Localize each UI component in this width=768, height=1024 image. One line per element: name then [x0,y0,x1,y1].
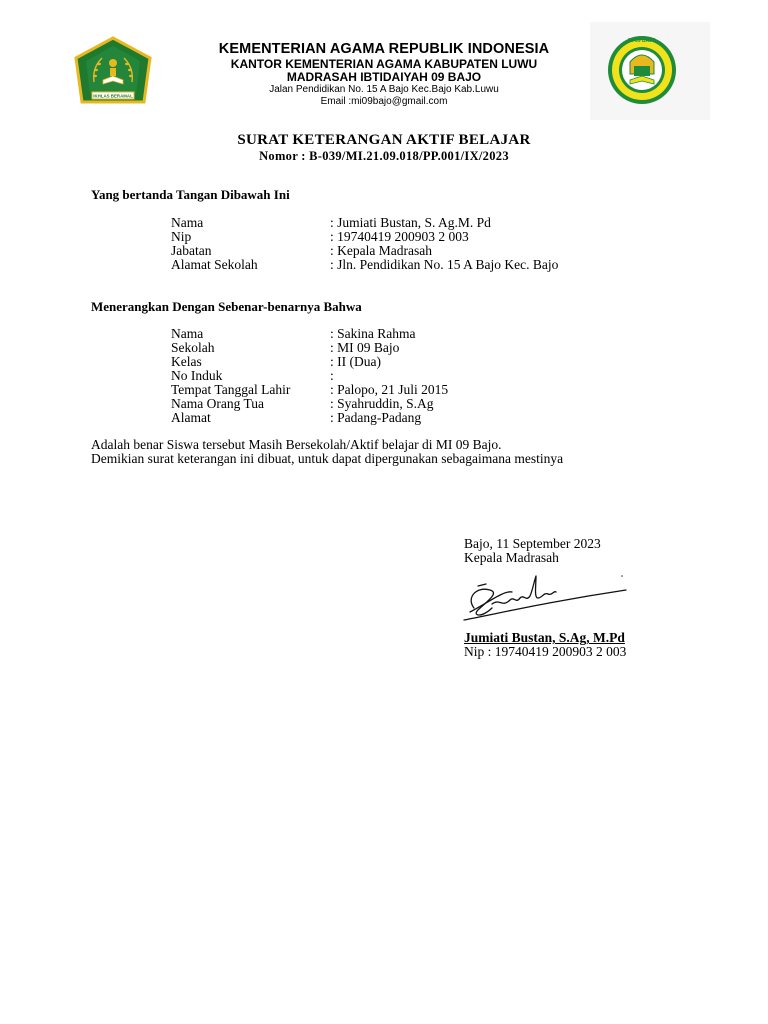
field-value: : Jumiati Bustan, S. Ag.M. Pd [330,215,491,230]
school-emblem-logo [590,22,710,120]
field-value: : Sakina Rahma [330,326,416,341]
field-value: : II (Dua) [330,354,381,369]
field-value: : 19740419 200903 2 003 [330,229,469,244]
signer-field-row [171,244,691,258]
field-label: Nama [171,326,204,341]
field-label: Alamat Sekolah [171,257,258,272]
field-value: : Syahruddin, S.Ag [330,396,434,411]
office-name: KANTOR KEMENTERIAN AGAMA KABUPATEN LUWU [230,57,538,71]
student-fields [171,327,691,425]
ministry-name: KEMENTERIAN AGAMA REPUBLIK INDONESIA [218,41,550,57]
student-field-row [171,383,691,397]
signer-fields [171,216,691,272]
signer-field-row [171,216,691,230]
student-field-row [171,411,691,425]
statement-paragraph [91,438,691,466]
letter-title: SURAT KETERANGAN AKTIF BELAJAR [237,132,531,148]
svg-text:IKHLAS BERAMAL: IKHLAS BERAMAL [93,93,133,99]
student-heading: Menerangkan Dengan Sebenar-benarnya Bahwa [91,299,362,314]
field-label: Jabatan [171,243,212,258]
student-field-row [171,355,691,369]
field-label: No Induk [171,368,223,383]
signer-field-row [171,258,691,272]
signer-nip: Nip : 19740419 200903 2 003 [464,644,627,659]
letterhead [160,40,608,108]
student-field-row [171,327,691,341]
school-email: Email :mi09bajo@gmail.com [320,96,448,107]
field-label: Nama Orang Tua [171,396,264,411]
place-date: Bajo, 11 September 2023 [464,536,601,551]
field-label: Kelas [171,354,202,369]
signer-field-row [171,230,691,244]
signer-name: Jumiati Bustan, S.Ag, M.Pd [464,630,625,645]
signature-header [464,537,724,565]
field-value: : MI 09 Bajo [330,340,400,355]
school-address: Jalan Pendidikan No. 15 A Bajo Kec.Bajo Kab.Luwu [269,84,499,95]
field-label: Sekolah [171,340,215,355]
field-value: : Padang-Padang [330,410,422,425]
field-label: Tempat Tanggal Lahir [171,382,291,397]
school-name: MADRASAH IBTIDAIYAH 09 BAJO [286,70,482,84]
signer-heading: Yang bertanda Tangan Dibawah Ini [91,187,290,202]
letter-number: Nomor : B-039/MI.21.09.018/PP.001/IX/2023 [259,149,509,163]
signer-position: Kepala Madrasah [464,550,559,565]
statement-active: Adalah benar Siswa tersebut Masih Bersekolah/Aktif belajar di MI 09 Bajo. [91,437,502,452]
field-value: : Palopo, 21 Juli 2015 [330,382,449,397]
handwritten-signature [456,568,636,632]
svg-text:MI 09 BAJO: MI 09 BAJO [628,38,656,44]
field-label: Alamat [171,410,211,425]
field-label: Nip [171,229,192,244]
field-value: : [330,368,334,383]
field-value: : Kepala Madrasah [330,243,432,258]
student-field-row [171,341,691,355]
student-field-row [171,369,691,383]
field-label: Nama [171,215,204,230]
field-value: : Jln. Pendidikan No. 15 A Bajo Kec. Bajo [330,257,559,272]
statement-closing: Demikian surat keterangan ini dibuat, untuk dapat dipergunakan sebagaimana mestinya [91,451,564,466]
letter-title-block [0,132,768,164]
signature-footer [464,631,724,659]
student-field-row [171,397,691,411]
ministry-emblem-logo [70,36,156,108]
